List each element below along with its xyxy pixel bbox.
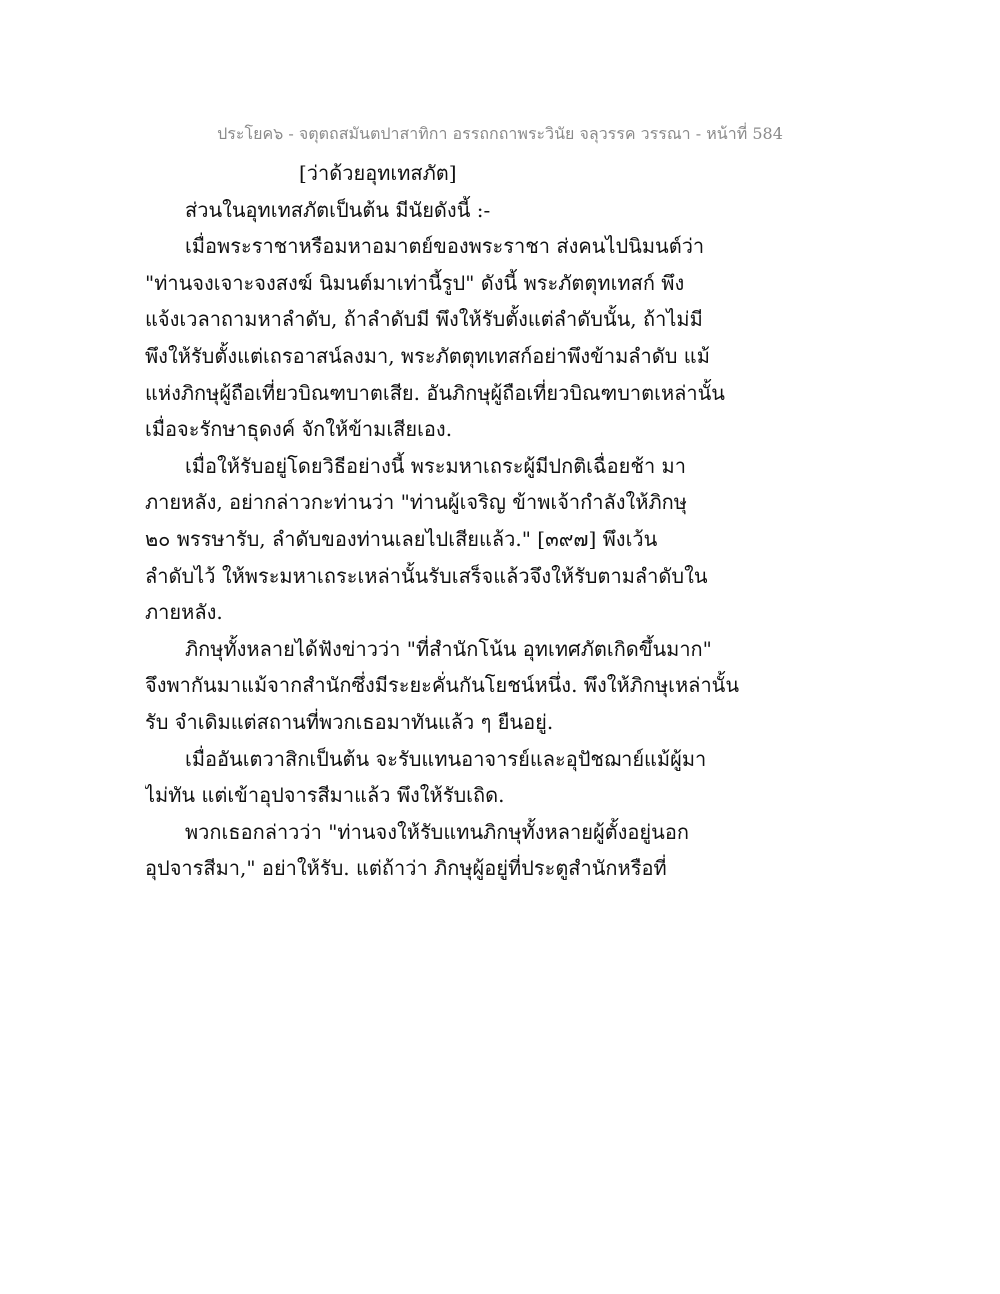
text-line: เมื่อพระราชาหรือมหาอมาตย์ของพระราชา ส่งคนไปนิมนต์ว่า — [185, 234, 705, 259]
text-line: ลำดับไว้ ให้พระมหาเถระเหล่านั้นรับเสร็จแล้วจึงให้รับตามลำดับใน — [145, 563, 708, 588]
text-line: อุปจารสีมา," อย่าให้รับ. แต่ถ้าว่า ภิกษุผู้อยู่ที่ประตูสำนักหรือที่ — [145, 856, 667, 881]
text-line: ภิกษุทั้งหลายได้ฟังข่าวว่า "ที่สำนักโน้น อุทเทศภัตเกิดขึ้นมาก" — [185, 636, 712, 661]
body-text — [145, 155, 865, 887]
text-line: ไม่ทัน แต่เข้าอุปจารสีมาแล้ว พึงให้รับเถิด. — [145, 783, 505, 808]
section-heading: [ว่าด้วยอุทเทสภัต] — [299, 161, 457, 185]
text-line: เมื่ออันเตวาสิกเป็นต้น จะรับแทนอาจารย์และอุปัชฌาย์แม้ผู้มา — [185, 746, 707, 771]
text-line: ๒๐ พรรษารับ, ลำดับของท่านเลยไปเสียแล้ว." [๓๙๗] พึงเว้น — [145, 526, 658, 551]
text-line: เมื่อจะรักษาธุดงค์ จักให้ข้ามเสียเอง. — [145, 417, 453, 442]
text-line: ภายหลัง. — [145, 600, 223, 625]
text-line: เมื่อให้รับอยู่โดยวิธีอย่างนี้ พระมหาเถระผู้มีปกติเฉื่อยช้า มา — [185, 453, 686, 478]
text-line: ส่วนในอุทเทสภัตเป็นต้น มีนัยดังนี้ :- — [185, 197, 491, 222]
text-line: รับ จำเดิมแต่สถานที่พวกเธอมาทันแล้ว ๆ ยืนอยู่. — [145, 709, 554, 734]
text-line: "ท่านจงเจาะจงสงฆ์ นิมนต์มาเท่านี้รูป" ดังนี้ พระภัตตุทเทสก์ พึง — [145, 270, 685, 295]
text-line: ภายหลัง, อย่ากล่าวกะท่านว่า "ท่านผู้เจริญ ข้าพเจ้ากำลังให้ภิกษุ — [145, 490, 687, 515]
text-line: แห่งภิกษุผู้ถือเที่ยวบิณฑบาตเสีย. อันภิกษุผู้ถือเที่ยวบิณฑบาตเหล่านั้น — [145, 380, 725, 405]
running-header: ประโยค๖ - จตุตถสมันตปาสาทิกา อรรถกถาพระวินัย จลุวรรค วรรณา - หน้าที่ 584 — [217, 124, 783, 143]
text-line: พึงให้รับตั้งแต่เถรอาสน์ลงมา, พระภัตตุทเทสก์อย่าพึงข้ามลำดับ แม้ — [145, 343, 710, 368]
text-line: จึงพากันมาแม้จากสำนักซึ่งมีระยะคั่นกันโยชน์หนึ่ง. พึงให้ภิกษุเหล่านั้น — [145, 673, 740, 698]
text-line: พวกเธอกล่าวว่า "ท่านจงให้รับแทนภิกษุทั้งหลายผู้ตั้งอยู่นอก — [185, 819, 689, 844]
text-line: แจ้งเวลาถามหาลำดับ, ถ้าลำดับมี พึงให้รับตั้งแต่ลำดับนั้น, ถ้าไม่มี — [145, 307, 703, 332]
